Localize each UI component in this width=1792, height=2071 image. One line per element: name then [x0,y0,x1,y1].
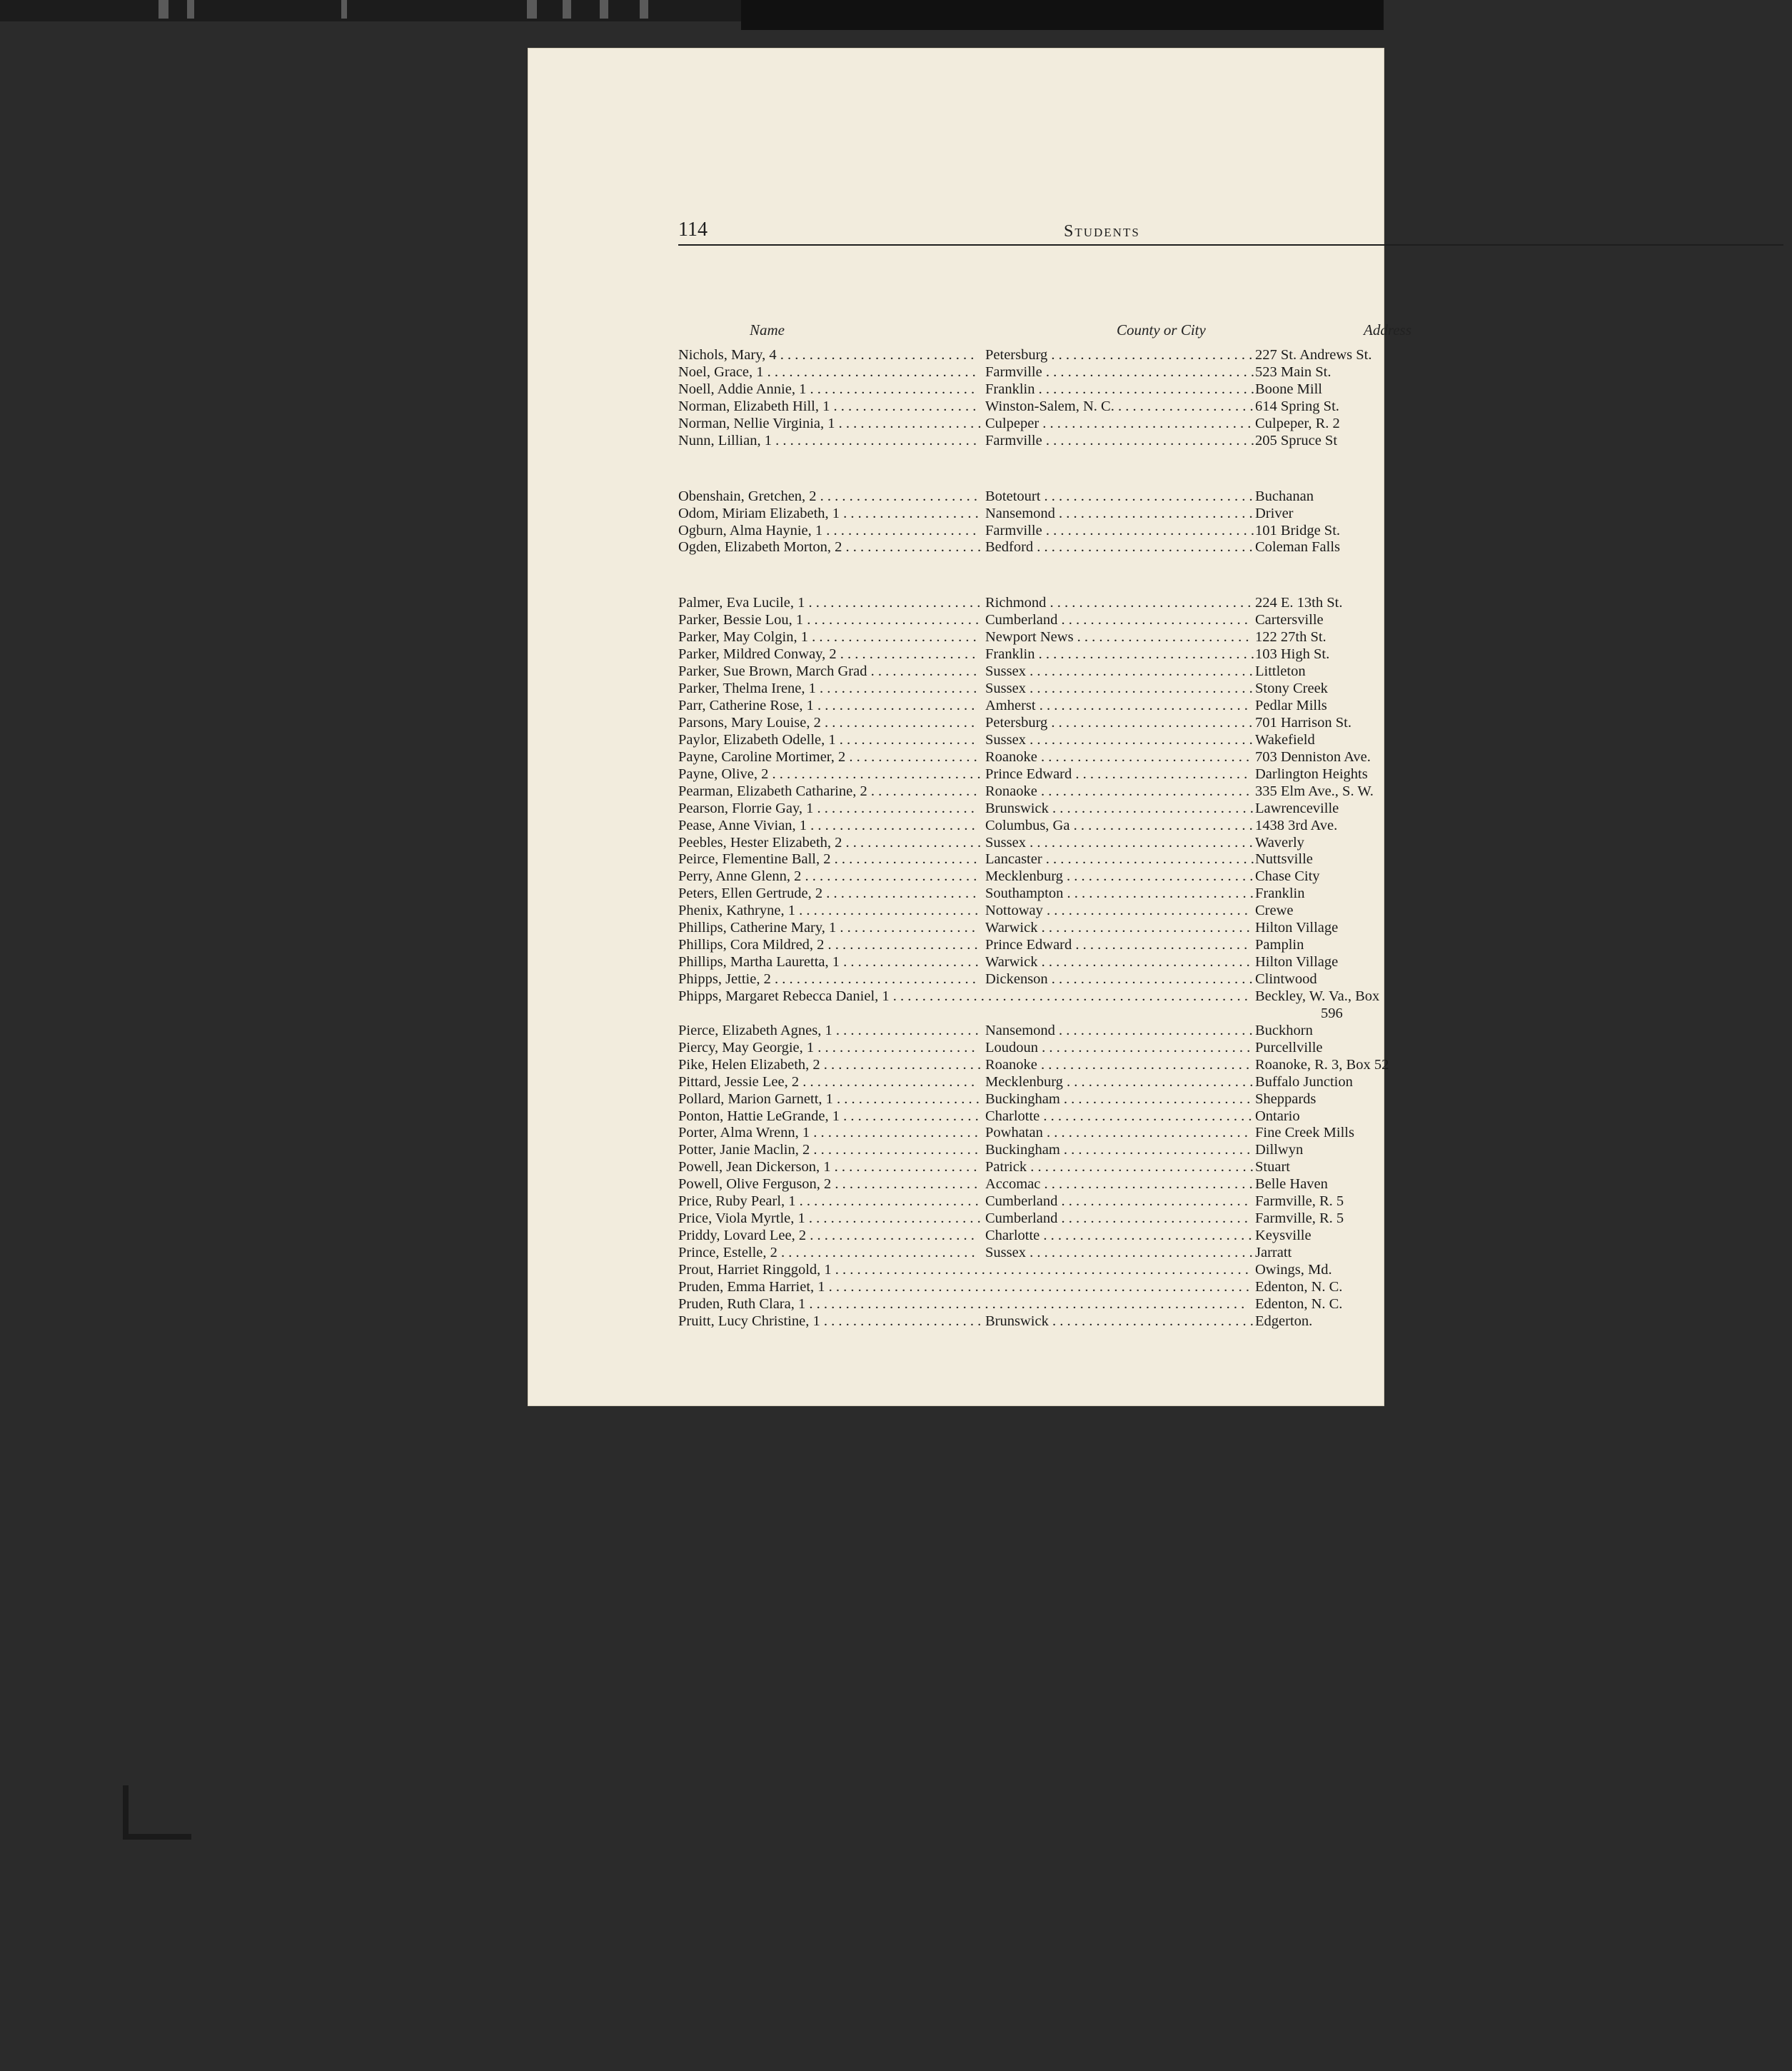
student-row [678,523,1792,540]
student-name: Pollard, Marion Garnett, 1 . . . . . . . . . . . . . . . . . . . . [678,1090,980,1107]
student-county: Sussex . . . . . . . . . . . . . . . . . . . . . . . . . . . . . . . [985,731,1253,748]
student-name: Norman, Nellie Virginia, 1 . . . . . . . . . . . . . . . . . . . . [678,415,982,431]
student-address: Edgerton. [1255,1313,1313,1329]
student-row [678,1125,1792,1142]
student-county: Petersburg . . . . . . . . . . . . . . . . . . . . . . . . . . . . [985,714,1253,731]
student-row [678,1210,1792,1228]
student-county: Prince Edward . . . . . . . . . . . . . . . . . . . . . . . . [985,766,1248,782]
student-address: Franklin [1255,886,1305,902]
student-county: Cumberland . . . . . . . . . . . . . . . . . . . . . . . . . . [985,612,1248,628]
student-name: Parker, Bessie Lou, 1 . . . . . . . . . . . . . . . . . . . . . . . . [678,612,980,628]
student-name: Price, Ruby Pearl, 1 . . . . . . . . . . . . . . . . . . . . . . . . . [678,1193,979,1210]
student-row [678,488,1792,506]
student-county: Brunswick . . . . . . . . . . . . . . . . . . . . . . . . . . . . [985,800,1254,816]
scan-mark [527,0,537,19]
scan-mark [600,0,608,19]
student-row [678,886,1792,903]
student-row [678,937,1792,954]
student-row [678,920,1792,937]
student-name: Payne, Olive, 2 . . . . . . . . . . . . . . . . . . . . . . . . . . . . . [678,766,981,782]
student-county: Cumberland . . . . . . . . . . . . . . . . . . . . . . . . . . [985,1210,1248,1227]
student-address: Crewe [1255,903,1294,919]
student-county: Botetourt . . . . . . . . . . . . . . . . . . . . . . . . . . . . . [985,488,1253,504]
student-name: Price, Viola Myrtle, 1 . . . . . . . . . . . . . . . . . . . . . . . . [678,1210,981,1227]
student-address: Ontario [1255,1108,1300,1124]
student-name: Priddy, Lovard Lee, 2 . . . . . . . . . . . . . . . . . . . . . . . [678,1228,975,1244]
student-row [678,595,1792,612]
student-county: Richmond . . . . . . . . . . . . . . . . . . . . . . . . . . . . [985,595,1252,611]
student-county: Columbus, Ga . . . . . . . . . . . . . . . . . . . . . . . . . [985,817,1253,833]
student-address: Buckhorn [1255,1022,1313,1038]
student-name: Norman, Elizabeth Hill, 1 . . . . . . . . . . . . . . . . . . . . [678,398,977,414]
student-row [678,433,1792,450]
student-address: Boone Mill [1255,381,1322,397]
student-address: Wakefield [1255,731,1315,748]
column-header-address: Address [1364,321,1411,339]
scanned-page [528,49,1411,1405]
student-county: Charlotte . . . . . . . . . . . . . . . . . . . . . . . . . . . . . [985,1108,1252,1124]
student-name: Phipps, Margaret Rebecca Daniel, 1 . . . . . . . . . . . . . . . . . . . . . . . . . . . . . . . . . . . . . . . . . . . . . . . . . [678,988,1248,1004]
student-row [678,1142,1792,1159]
student-address: Owings, Md. [1255,1261,1332,1278]
student-row [678,646,1792,663]
student-row [678,766,1792,783]
student-name: Pike, Helen Elizabeth, 2 . . . . . . . . . . . . . . . . . . . . . . [678,1056,982,1073]
column-header-name: Name [750,321,785,339]
student-row [678,1040,1792,1057]
scan-top-edge [0,0,1384,21]
student-row [678,1193,1792,1210]
student-county: Farmville . . . . . . . . . . . . . . . . . . . . . . . . . . . . . [985,522,1254,538]
student-address: Purcellville [1255,1039,1323,1055]
student-row [678,416,1792,433]
student-county: Lancaster . . . . . . . . . . . . . . . . . . . . . . . . . . . . . [985,851,1254,868]
student-row [678,364,1792,381]
scan-mark [158,0,168,19]
column-header-county: County or City [1117,321,1206,339]
scan-mark [640,0,648,19]
student-address: Littleton [1255,663,1306,680]
student-name: Parker, May Colgin, 1 . . . . . . . . . . . . . . . . . . . . . . . [678,629,977,646]
student-name: Peirce, Flementine Ball, 2 . . . . . . . . . . . . . . . . . . . . [678,851,977,868]
student-row [678,954,1792,971]
student-name: Parker, Mildred Conway, 2 . . . . . . . . . . . . . . . . . . . [678,646,976,663]
student-name: Porter, Alma Wrenn, 1 . . . . . . . . . . . . . . . . . . . . . . . [678,1125,978,1141]
student-address: 1438 3rd Ave. [1255,817,1338,833]
student-county: Mecklenburg . . . . . . . . . . . . . . . . . . . . . . . . . . [985,868,1254,885]
student-county: Roanoke . . . . . . . . . . . . . . . . . . . . . . . . . . . . . [985,748,1250,765]
student-name: Parsons, Mary Louise, 2 . . . . . . . . . . . . . . . . . . . . . [678,714,975,731]
student-county: Petersburg . . . . . . . . . . . . . . . . . . . . . . . . . . . . [985,347,1253,363]
student-row [678,818,1792,835]
student-address: Hilton Village [1255,920,1339,936]
student-county: Sussex . . . . . . . . . . . . . . . . . . . . . . . . . . . . . . . [985,681,1253,697]
student-name: Ogden, Elizabeth Morton, 2 . . . . . . . . . . . . . . . . . . . [678,539,982,556]
crop-bracket-mark [123,1785,191,1840]
student-address: Farmville, R. 5 [1255,1193,1344,1210]
student-row [678,1108,1792,1125]
student-row [678,851,1792,868]
student-address: Belle Haven [1255,1176,1328,1193]
student-row [678,1262,1792,1279]
student-row [678,612,1792,629]
student-county: Buckingham . . . . . . . . . . . . . . . . . . . . . . . . . . [985,1090,1251,1107]
student-county: Nansemond . . . . . . . . . . . . . . . . . . . . . . . . . . . [985,1022,1253,1038]
student-address: 227 St. Andrews St. [1255,347,1372,363]
student-row [678,506,1792,523]
student-row [678,715,1792,732]
student-name: Obenshain, Gretchen, 2 . . . . . . . . . . . . . . . . . . . . . . [678,488,978,504]
student-address: Culpeper, R. 2 [1255,415,1340,431]
student-row [678,1057,1792,1074]
student-county: Ronaoke . . . . . . . . . . . . . . . . . . . . . . . . . . . . . [985,783,1250,799]
student-row [678,698,1792,715]
student-name: Parr, Catherine Rose, 1 . . . . . . . . . . . . . . . . . . . . . . [678,698,975,713]
student-address: Edenton, N. C. [1255,1278,1343,1295]
student-county: Patrick . . . . . . . . . . . . . . . . . . . . . . . . . . . . . . . [985,1159,1254,1175]
student-county: Cumberland . . . . . . . . . . . . . . . . . . . . . . . . . . [985,1193,1248,1210]
student-address: Jarratt [1255,1245,1292,1260]
student-row [678,971,1792,988]
student-county: Accomac . . . . . . . . . . . . . . . . . . . . . . . . . . . . . [985,1176,1253,1193]
student-address: Roanoke, R. 3, Box 52 [1255,1056,1389,1073]
running-head-title: Students [1064,222,1140,241]
student-row [678,835,1792,852]
student-name: Parker, Thelma Irene, 1 . . . . . . . . . . . . . . . . . . . . . . [678,681,977,697]
student-name: Powell, Olive Ferguson, 2 . . . . . . . . . . . . . . . . . . . . [678,1176,978,1193]
student-address: Keysville [1255,1228,1312,1244]
student-county: Southampton . . . . . . . . . . . . . . . . . . . . . . . . . . [985,886,1254,902]
student-name: Pearman, Elizabeth Catharine, 2 . . . . . . . . . . . . . . . [678,783,977,799]
student-name: Pruden, Emma Harriet, 1 . . . . . . . . . . . . . . . . . . . . . . . . . . . . . . . . . . . . . . . . . . . . . . . . . . . . . . . . . . [678,1278,1250,1295]
student-address: Stony Creek [1255,681,1328,697]
student-name: Peebles, Hester Elizabeth, 2 . . . . . . . . . . . . . . . . . . . [678,834,982,851]
student-row [678,1279,1792,1296]
student-county: Nansemond . . . . . . . . . . . . . . . . . . . . . . . . . . . [985,505,1253,521]
student-county: Roanoke . . . . . . . . . . . . . . . . . . . . . . . . . . . . . [985,1056,1250,1073]
student-row [678,903,1792,920]
student-row [678,1023,1792,1040]
student-county: Amherst . . . . . . . . . . . . . . . . . . . . . . . . . . . . . [985,698,1248,713]
student-address: 523 Main St. [1255,363,1332,380]
student-address: Lawrenceville [1255,800,1339,816]
student-name: Pruden, Ruth Clara, 1 . . . . . . . . . . . . . . . . . . . . . . . . . . . . . . . . . . . . . . . . . . . . . . . . . . . . . . . . . . . . [678,1295,1245,1312]
student-name: Phillips, Cora Mildred, 2 . . . . . . . . . . . . . . . . . . . . . [678,937,978,953]
student-county: Sussex . . . . . . . . . . . . . . . . . . . . . . . . . . . . . . . [985,663,1253,680]
student-row [678,539,1792,556]
student-name: Palmer, Eva Lucile, 1 . . . . . . . . . . . . . . . . . . . . . . . . [678,595,981,611]
student-row [678,749,1792,766]
scan-mark [563,0,571,19]
student-name: Potter, Janie Maclin, 2 . . . . . . . . . . . . . . . . . . . . . . . [678,1142,978,1158]
student-address: 596 [1321,1005,1343,1021]
student-name: Phillips, Martha Lauretta, 1 . . . . . . . . . . . . . . . . . . . [678,954,979,971]
student-county: Warwick . . . . . . . . . . . . . . . . . . . . . . . . . . . . . [985,920,1250,936]
student-list [678,347,1792,1330]
student-name: Peters, Ellen Gertrude, 2 . . . . . . . . . . . . . . . . . . . . . [678,886,977,902]
student-row [678,681,1792,698]
student-row [678,1228,1792,1245]
student-county: Prince Edward . . . . . . . . . . . . . . . . . . . . . . . . [985,937,1248,953]
student-county: Sussex . . . . . . . . . . . . . . . . . . . . . . . . . . . . . . . [985,834,1253,851]
student-name: Payne, Caroline Mortimer, 2 . . . . . . . . . . . . . . . . . . [678,748,977,765]
student-address: 614 Spring St. [1255,398,1339,414]
student-row [678,868,1792,886]
student-name: Phenix, Kathryne, 1 . . . . . . . . . . . . . . . . . . . . . . . . . [678,903,979,919]
student-county: Culpeper . . . . . . . . . . . . . . . . . . . . . . . . . . . . . [985,415,1252,431]
student-county: Dickenson . . . . . . . . . . . . . . . . . . . . . . . . . . . . [985,971,1253,987]
student-name: Pierce, Elizabeth Agnes, 1 . . . . . . . . . . . . . . . . . . . . [678,1022,979,1038]
student-address: 122 27th St. [1255,629,1327,646]
student-address: 701 Harrison St. [1255,714,1351,731]
student-address: Clintwood [1255,971,1317,987]
student-address: Pedlar Mills [1255,698,1327,713]
student-name: Nunn, Lillian, 1 . . . . . . . . . . . . . . . . . . . . . . . . . . . . [678,432,977,448]
student-row [678,1159,1792,1176]
student-address: Coleman Falls [1255,539,1341,556]
section-gap [678,450,1792,488]
student-name: Piercy, May Georgie, 1 . . . . . . . . . . . . . . . . . . . . . . [678,1039,975,1055]
student-county: Bedford . . . . . . . . . . . . . . . . . . . . . . . . . . . . . . [985,539,1253,556]
running-header [678,213,1783,246]
student-county: Powhatan . . . . . . . . . . . . . . . . . . . . . . . . . . . . [985,1125,1248,1141]
student-name: Ogburn, Alma Haynie, 1 . . . . . . . . . . . . . . . . . . . . . [678,522,977,538]
student-row [678,988,1792,1006]
student-county: Buckingham . . . . . . . . . . . . . . . . . . . . . . . . . . [985,1142,1251,1158]
student-address: Driver [1255,505,1294,521]
student-name: Nichols, Mary, 4 . . . . . . . . . . . . . . . . . . . . . . . . . . . [678,347,975,363]
student-address: 101 Bridge St. [1255,522,1341,538]
student-name: Prout, Harriet Ringgold, 1 . . . . . . . . . . . . . . . . . . . . . . . . . . . . . . . . . . . . . . . . . . . . . . . . . . . . . . . . . [678,1261,1249,1278]
student-row [678,1091,1792,1108]
student-address: Dillwyn [1255,1142,1304,1158]
student-row [678,1245,1792,1262]
student-address: Fine Creek Mills [1255,1125,1354,1141]
student-county: Loudoun . . . . . . . . . . . . . . . . . . . . . . . . . . . . . [985,1039,1251,1055]
student-address: Beckley, W. Va., Box [1255,988,1380,1004]
student-address: Chase City [1255,868,1320,885]
student-name: Pease, Anne Vivian, 1 . . . . . . . . . . . . . . . . . . . . . . . [678,817,975,833]
student-county: Sussex . . . . . . . . . . . . . . . . . . . . . . . . . . . . . . . [985,1245,1253,1260]
section-gap [678,556,1792,595]
student-name: Noell, Addie Annie, 1 . . . . . . . . . . . . . . . . . . . . . . . [678,381,975,397]
student-name: Pearson, Florrie Gay, 1 . . . . . . . . . . . . . . . . . . . . . . [678,800,975,816]
student-county: Nottoway . . . . . . . . . . . . . . . . . . . . . . . . . . . . [985,903,1248,919]
student-address: Cartersville [1255,612,1324,628]
student-address: Stuart [1255,1159,1290,1175]
scan-dark-corner [741,0,1384,30]
student-row [678,1313,1792,1330]
page-number: 114 [678,219,708,241]
student-name: Odom, Miriam Elizabeth, 1 . . . . . . . . . . . . . . . . . . . [678,505,979,521]
column-headers [678,321,1792,346]
student-address: 205 Spruce St [1255,432,1338,448]
student-address: 224 E. 13th St. [1255,595,1343,611]
student-county: Warwick . . . . . . . . . . . . . . . . . . . . . . . . . . . . . [985,954,1250,971]
student-name: Noel, Grace, 1 . . . . . . . . . . . . . . . . . . . . . . . . . . . . . [678,363,976,380]
student-address: Nuttsville [1255,851,1313,868]
student-county: Newport News . . . . . . . . . . . . . . . . . . . . . . . . [985,629,1249,646]
student-address: 335 Elm Ave., S. W. [1255,783,1374,799]
student-row [678,732,1792,749]
student-name: Pittard, Jessie Lee, 2 . . . . . . . . . . . . . . . . . . . . . . . . [678,1073,975,1090]
student-address: Farmville, R. 5 [1255,1210,1344,1227]
student-name: Phillips, Catherine Mary, 1 . . . . . . . . . . . . . . . . . . . [678,920,976,936]
student-name: Paylor, Elizabeth Odelle, 1 . . . . . . . . . . . . . . . . . . . [678,731,975,748]
student-row [678,663,1792,681]
student-address: 103 High St. [1255,646,1330,663]
student-row [678,1074,1792,1091]
student-row [678,783,1792,801]
student-county: Farmville . . . . . . . . . . . . . . . . . . . . . . . . . . . . . [985,432,1254,448]
student-name: Parker, Sue Brown, March Grad . . . . . . . . . . . . . . . [678,663,977,680]
student-county: Winston-Salem, N. C. . . . . . . . . . . . . . . . . . . . [985,398,1254,414]
student-address: 703 Denniston Ave. [1255,748,1371,765]
student-county: Farmville . . . . . . . . . . . . . . . . . . . . . . . . . . . . . [985,363,1254,380]
student-row [678,398,1792,416]
student-county: Franklin . . . . . . . . . . . . . . . . . . . . . . . . . . . . . . [985,646,1254,663]
student-county: Mecklenburg . . . . . . . . . . . . . . . . . . . . . . . . . . [985,1073,1254,1090]
student-name: Pruitt, Lucy Christine, 1 . . . . . . . . . . . . . . . . . . . . . . [678,1313,982,1329]
scan-mark [187,0,194,19]
student-address: Pamplin [1255,937,1304,953]
student-row [678,1296,1792,1313]
student-name: Perry, Anne Glenn, 2 . . . . . . . . . . . . . . . . . . . . . . . . [678,868,977,885]
student-address: Hilton Village [1255,954,1339,971]
student-address: Waverly [1255,834,1304,851]
student-address: Sheppards [1255,1090,1317,1107]
student-row [678,381,1792,398]
student-row [678,1176,1792,1193]
student-county: Brunswick . . . . . . . . . . . . . . . . . . . . . . . . . . . . [985,1313,1254,1329]
student-row [678,629,1792,646]
student-name: Powell, Jean Dickerson, 1 . . . . . . . . . . . . . . . . . . . . [678,1159,977,1175]
student-row [678,801,1792,818]
student-address: Buchanan [1255,488,1314,504]
student-county: Charlotte . . . . . . . . . . . . . . . . . . . . . . . . . . . . . [985,1228,1252,1244]
student-name: Phipps, Jettie, 2 . . . . . . . . . . . . . . . . . . . . . . . . . . . . [678,971,976,987]
student-name: Ponton, Hattie LeGrande, 1 . . . . . . . . . . . . . . . . . . . [678,1108,979,1124]
student-address: Buffalo Junction [1255,1073,1353,1090]
student-address: Edenton, N. C. [1255,1295,1343,1312]
student-row [678,347,1792,364]
scan-mark [341,0,347,19]
student-row [678,1006,1792,1023]
student-name: Prince, Estelle, 2 . . . . . . . . . . . . . . . . . . . . . . . . . . . [678,1245,975,1260]
student-county: Franklin . . . . . . . . . . . . . . . . . . . . . . . . . . . . . . [985,381,1254,397]
student-address: Darlington Heights [1255,766,1368,782]
